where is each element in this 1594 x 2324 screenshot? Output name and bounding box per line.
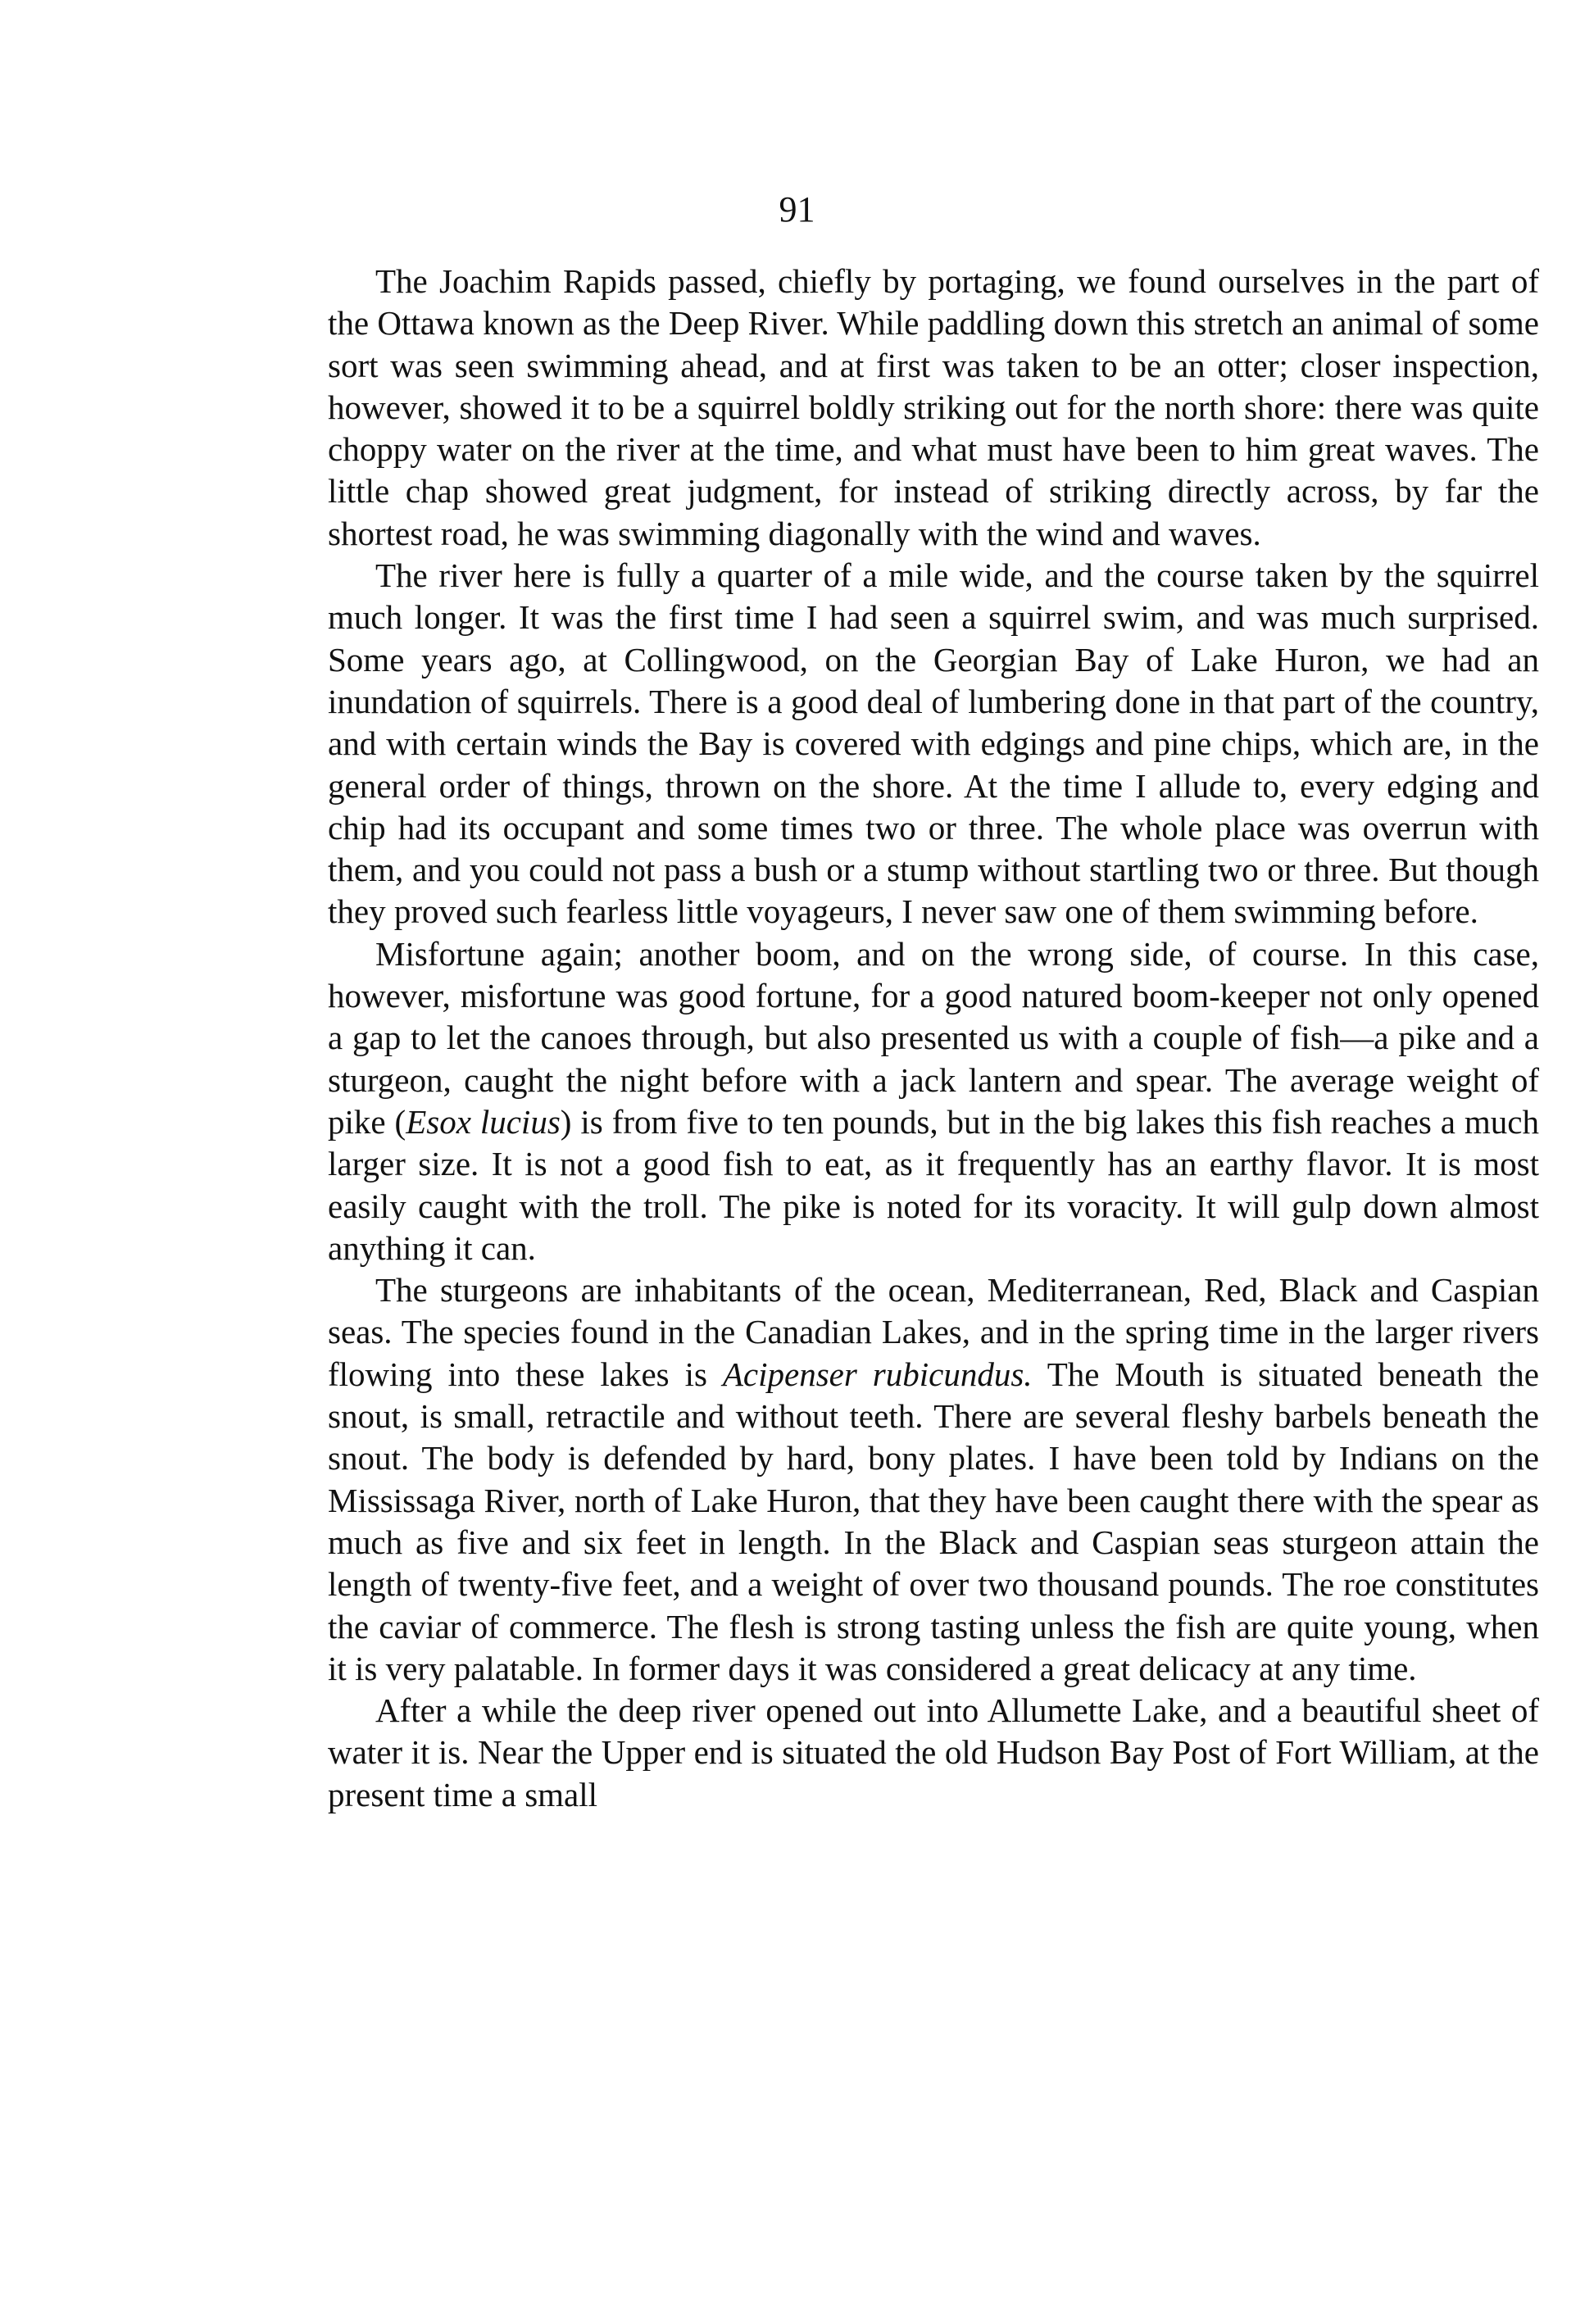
paragraph-4-text-a: The sturgeons are inhabitants of the ocean, Mediterranean, Red, Black and Caspian seas. The species found in the Canadian Lakes, and in the spring time in the larger rivers flowing into these lakes is [328,1271,1539,1393]
paragraph-5 [328,1690,1539,1816]
paragraph-3-text-a: Misfortune again; another boom, and on the wrong side, of course. In this case, however, misfortune was good fortune, for a good natured boom-keeper not only opened a gap to let the canoes through, but also presented us with a couple of fish—a pike and a sturgeon, caught the night before with a jack lantern and spear. The average weight of pike ( [328,934,1539,1141]
paragraph-4-text-b: The Mouth is situated beneath the snout, is small, retractile and without teeth. There are several fleshy barbels beneath the snout. The body is defended by hard, bony plates. I have been told by Indians on the Mississaga River, north of Lake Huron, that they have been caught there with the spear as much as five and six feet in length. In the Black and Caspian seas sturgeon attain the length of twenty-five feet, and a weight of over two thousand pounds. The roe constitutes the caviar of commerce. The flesh is strong tasting unless the fish are quite young, when it is very palatable. In former days it was considered a great delicacy at any time. [328,1355,1539,1687]
paragraph-2 [328,555,1539,933]
body-text [328,261,1539,1816]
paragraph-3 [328,933,1539,1269]
page-number: 91 [779,189,815,229]
paragraph-5-text: After a while the deep river opened out into Allumette Lake, and a beautiful sheet of water it is. Near the Upper end is situated the old Hudson Bay Post of Fort William, at the present time a small [328,1691,1539,1813]
paragraph-4-species-name: Acipenser rubicundus. [722,1355,1033,1393]
paragraph-2-text: The river here is fully a quarter of a mile wide, and the course taken by the squirrel much longer. It was the first time I had seen a squirrel swim, and was much surprised. Some years ago, at Collingwood, on the Georgian Bay of Lake Huron, we had an inundation of squirrels. There is a good deal of lumbering done in that part of the country, and with certain winds the Bay is covered with edgings and pine chips, which are, in the general order of things, thrown on the shore. At the time I allude to, every edging and chip had its occupant and some times two or three. The whole place was overrun with them, and you could not pass a bush or a stump without startling two or three. But though they proved such fearless little voyageurs, I never saw one of them swimming before. [328,556,1539,931]
paragraph-1 [328,261,1539,555]
paragraph-3-species-name: Esox lucius [406,1102,561,1141]
paragraph-3-text-b: ) is from five to ten pounds, but in the big lakes this fish reaches a much larger size. It is not a good fish to eat, as it frequently has an earthy flavor. It is most easily caught with the troll. The pike is noted for its voracity. It will gulp down almost anything it can. [328,1102,1540,1267]
paragraph-1-text: The Joachim Rapids passed, chiefly by portaging, we found ourselves in the part of the Ottawa known as the Deep River. While paddling down this stretch an animal of some sort was seen swimming ahead, and at first was taken to be an otter; closer inspection, however, showed it to be a squirrel boldly striking out for the north shore: there was quite choppy water on the river at the time, and what must have been to him great waves. The little chap showed great judgment, for instead of striking directly across, by far the shortest road, he was swimming diagonally with the wind and waves. [328,262,1539,552]
paragraph-4 [328,1269,1539,1690]
